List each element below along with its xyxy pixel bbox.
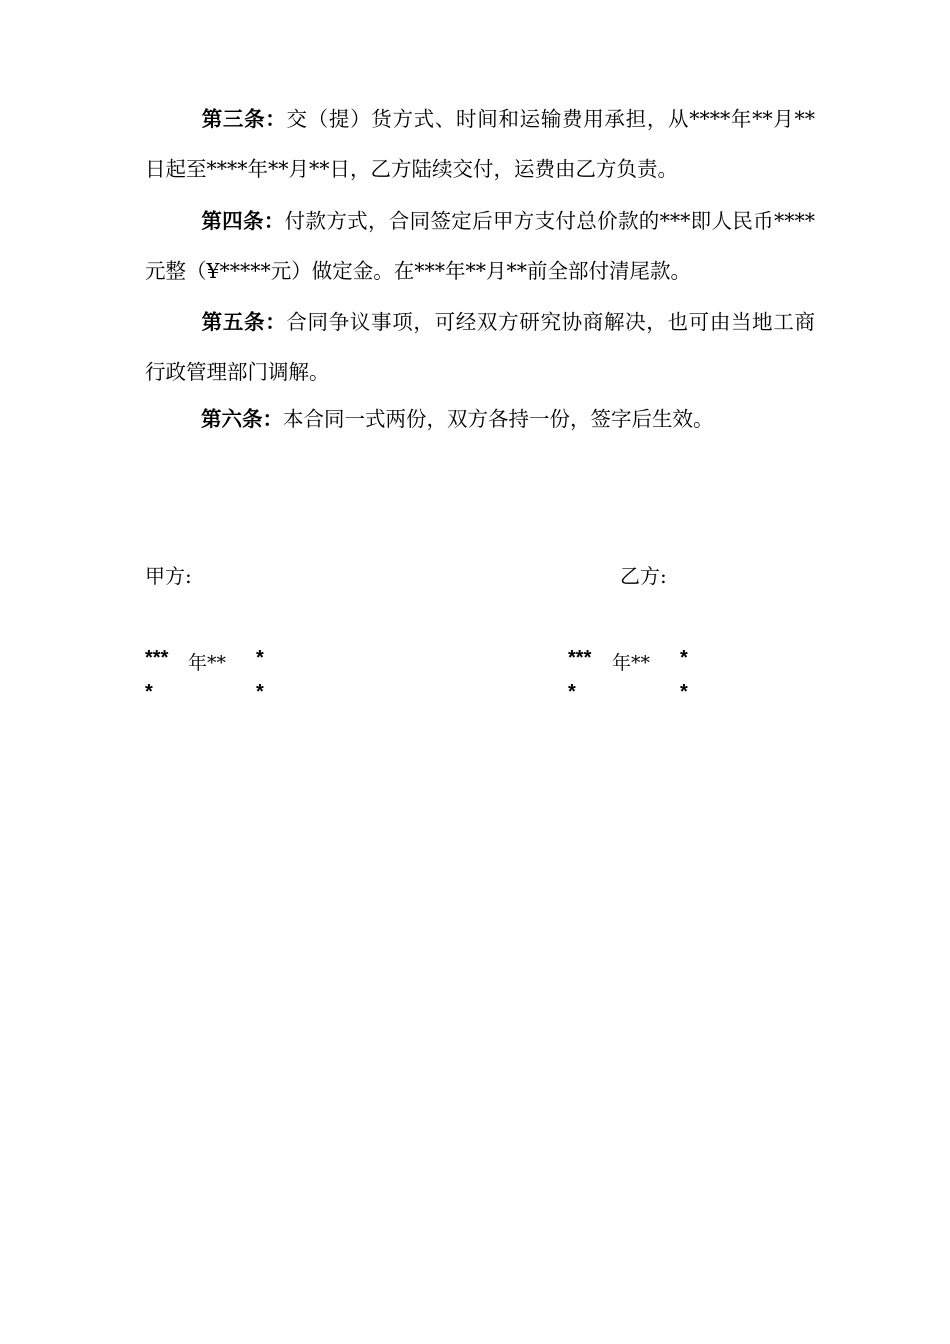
- date-stars: ***: [568, 647, 592, 669]
- article-6: [145, 394, 815, 444]
- article-text: 付款方式，合同签定后甲方支付总价款的***即人民币****元整（¥*****元）做定金。在***年**月**前全部付清尾款。: [145, 209, 816, 283]
- date-star: *: [145, 681, 153, 703]
- party-a-label: 甲方:: [145, 564, 192, 588]
- article-label: 第六条：: [201, 407, 283, 431]
- party-b-label: 乙方:: [620, 564, 667, 588]
- article-label: 第五条：: [201, 310, 287, 334]
- date-star: *: [568, 681, 576, 703]
- date-year: 年**: [188, 652, 227, 674]
- date-star: *: [256, 647, 264, 669]
- article-text: 本合同一式两份，双方各持一份，签字后生效。: [283, 407, 714, 431]
- date-stars: ***: [145, 647, 169, 669]
- date-star: *: [680, 681, 688, 703]
- date-star: *: [256, 681, 264, 703]
- article-label: 第三条：: [201, 107, 287, 131]
- article-label: 第四条：: [201, 209, 285, 233]
- article-5: [145, 297, 815, 397]
- article-text: 交（提）货方式、时间和运输费用承担，从****年**月**日起至****年**月**日，乙方陆续交付，运费由乙方负责。: [145, 107, 816, 181]
- date-year: 年**: [612, 652, 651, 674]
- date-star: *: [680, 647, 688, 669]
- article-4: [145, 196, 815, 296]
- article-3: [145, 94, 815, 194]
- article-text: 合同争议事项，可经双方研究协商解决，也可由当地工商行政管理部门调解。: [145, 310, 816, 384]
